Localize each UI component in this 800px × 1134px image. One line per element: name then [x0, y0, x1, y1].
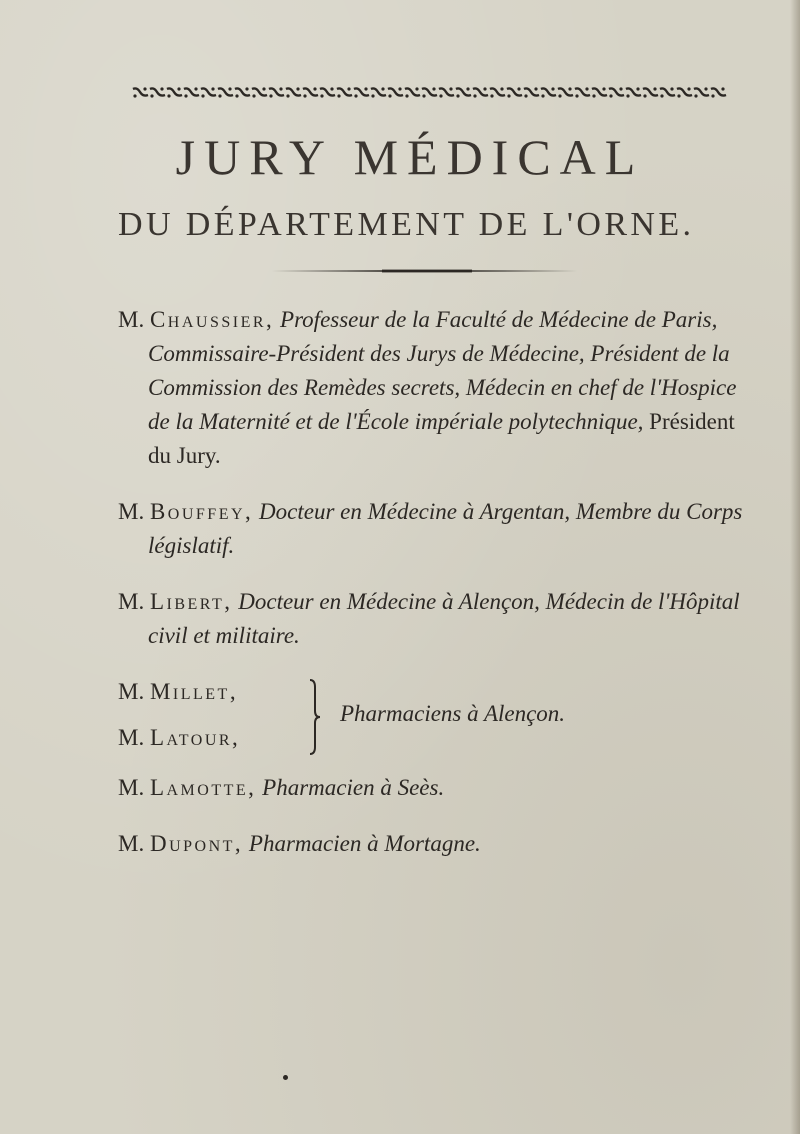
member-surname: Lamotte, — [149, 775, 257, 800]
member-surname: Dupont, — [149, 831, 244, 856]
member-description: Professeur de la Faculté de Médecine de Paris, Commissaire-Président des Jurys de Médecine, Président de la Commission des Remèdes secrets, Médecin en chef de l'Hospice de la Maternité et de l'École impériale polytechnique, — [148, 307, 737, 434]
member-prefix: M. — [118, 499, 145, 524]
member-surname: Chaussier, — [149, 307, 275, 332]
list-item — [118, 771, 750, 805]
list-item — [118, 827, 750, 861]
list-item — [118, 675, 238, 709]
list-item — [118, 721, 240, 755]
member-prefix: M. — [118, 307, 145, 332]
member-role: Président du Jury. — [148, 409, 735, 468]
member-prefix: M. — [118, 775, 145, 800]
member-surname: Millet, — [149, 679, 239, 704]
ink-speck — [283, 1075, 288, 1080]
curly-brace-icon — [308, 679, 322, 755]
group-description: Pharmaciens à Alençon. — [340, 701, 566, 726]
top-ornament-border — [132, 86, 727, 100]
pharmacists-group — [118, 675, 750, 761]
title-divider-rule — [272, 269, 577, 273]
list-item — [118, 303, 750, 473]
jury-members-list — [118, 303, 750, 883]
member-prefix: M. — [118, 831, 145, 856]
page-title: JURY MÉDICAL — [175, 129, 645, 185]
member-surname: Libert, — [149, 589, 233, 614]
member-description: Docteur en Médecine à Argentan, Membre du Corps législatif. — [148, 499, 743, 558]
member-surname: Latour, — [149, 725, 241, 750]
list-item — [118, 585, 750, 653]
member-description: Pharmacien à Mortagne. — [248, 831, 481, 856]
list-item — [118, 495, 750, 563]
member-prefix: M. — [118, 725, 145, 750]
member-surname: Bouffey, — [149, 499, 254, 524]
member-description: Docteur en Médecine à Alençon, Médecin de l'Hôpital civil et militaire. — [148, 589, 740, 648]
member-prefix: M. — [118, 589, 145, 614]
member-prefix: M. — [118, 679, 145, 704]
member-description: Pharmacien à Seès. — [262, 775, 445, 800]
page-subtitle: DU DÉPARTEMENT DE L'ORNE. — [118, 206, 695, 243]
